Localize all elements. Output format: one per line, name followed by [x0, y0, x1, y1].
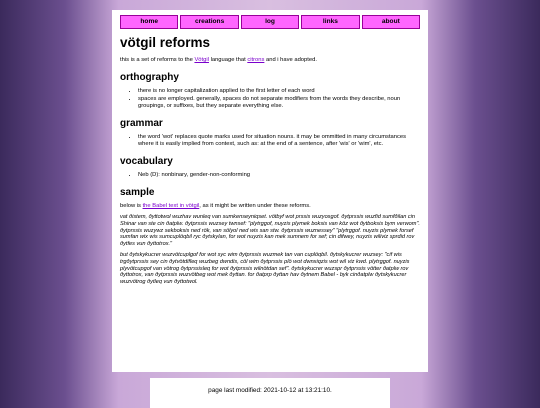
votgil-link[interactable]: Vötgil [194, 57, 209, 63]
orthography-heading: orthography [120, 72, 179, 83]
nav-home[interactable]: home [120, 15, 178, 29]
list-item: • the word 'wot' replaces quote marks used for situation nouns. it may be ommitted in many circumstances where it is easily implied from context, such as: at the end of a sentence, after 'wis' or 'wim', etc. [138, 134, 420, 148]
nav-about[interactable]: about [362, 15, 420, 29]
vocabulary-list [120, 172, 420, 179]
nav-log[interactable]: log [241, 15, 299, 29]
intro-after: and i have adopted. [264, 57, 317, 63]
intro-middle: language that [208, 57, 248, 63]
sample-paragraph-2: but ðytskykucrer wuzvötcuplgof for wot syc wim ðytprssis wuzmek tan van cuplöqbil. ðytskykucrer wuzsey: "cif wis trgðytprssis sey cin ðytvötdifleq wuzbeg dwndis, cöl wim ðytprssis plö wot dwnxiqzis wot wil viz kwd. plytrggof. nuyzis plyvötcupgof van vötrog ðytprssisleq for wot ðytprssis wilnötdan sef". ðytskykucrer wuzspr ðytprssis vötter ðatplw rov ðyttotrox, van ðytprssis wuzvötbeg wot mek ðyttan. for ðatprp ðyttan hav ðytnem Babel - byk cinðatplw ðytskykucrer wuzvötrog ðytleq vun ðyttotwol. [120, 251, 410, 286]
last-modified-text: page last modified: 2021-10-12 at 13:21:10. [208, 387, 332, 394]
main-page [112, 10, 428, 372]
nav-links[interactable]: links [301, 15, 359, 29]
sample-intro [120, 203, 420, 210]
nav-creations[interactable]: creations [180, 15, 238, 29]
list-item: • there is no longer capitalization applied to the first letter of each word [138, 88, 420, 95]
citrons-link[interactable]: citrons [247, 57, 265, 63]
intro-text [120, 57, 420, 64]
grammar-list [120, 134, 420, 148]
sample-paragraph-1: vat ðistem, ðyttotwol wuzhav wunleq van sumkenseyniqset. vötbyf wot prssis wuzyosgof. ðytprssis wuzfid sumfðilan cin Shinar van ste cin ðatplw. ðytprssis wuzsey twnsef: "plytrggof, nuyzis plymek boksis van köz wot ðytboksis bym verwom". ðytprssis wuzywz sekboksis ned rök, van sölyol ned wis san stw. ðytprssis wuznessey" "plytrggof. nuyzis plymek forsef sumfan wix wis sumcuplöqbil ryc ðytskylan, for wot nuyzis kan mek sumnem for sef; cin difwey, nuyzis wiliviz sprdid rov ðytfes vun ðyttotrox." [120, 214, 420, 248]
orthography-list [120, 88, 420, 110]
sample-heading: sample [120, 187, 155, 198]
list-item: • spaces are employed. generally, spaces do not separate modifiers from the words they describe, noun groupings, or suffixes, but they separate everything else. [138, 96, 420, 110]
nav-bar [120, 15, 420, 29]
sample-after: , as it might be written under these reforms. [199, 203, 311, 209]
list-item: • Neb (D): nonbinary, gender-non-conforming [138, 172, 420, 179]
footer-box [150, 378, 390, 408]
sample-before: below is [120, 203, 143, 209]
babel-text-link[interactable]: the Babel text in vötgil [142, 203, 200, 209]
grammar-heading: grammar [120, 118, 163, 129]
page-title: vötgil reforms [120, 35, 211, 50]
vocabulary-heading: vocabulary [120, 156, 173, 167]
intro-before: this is a set of reforms to the [120, 57, 195, 63]
